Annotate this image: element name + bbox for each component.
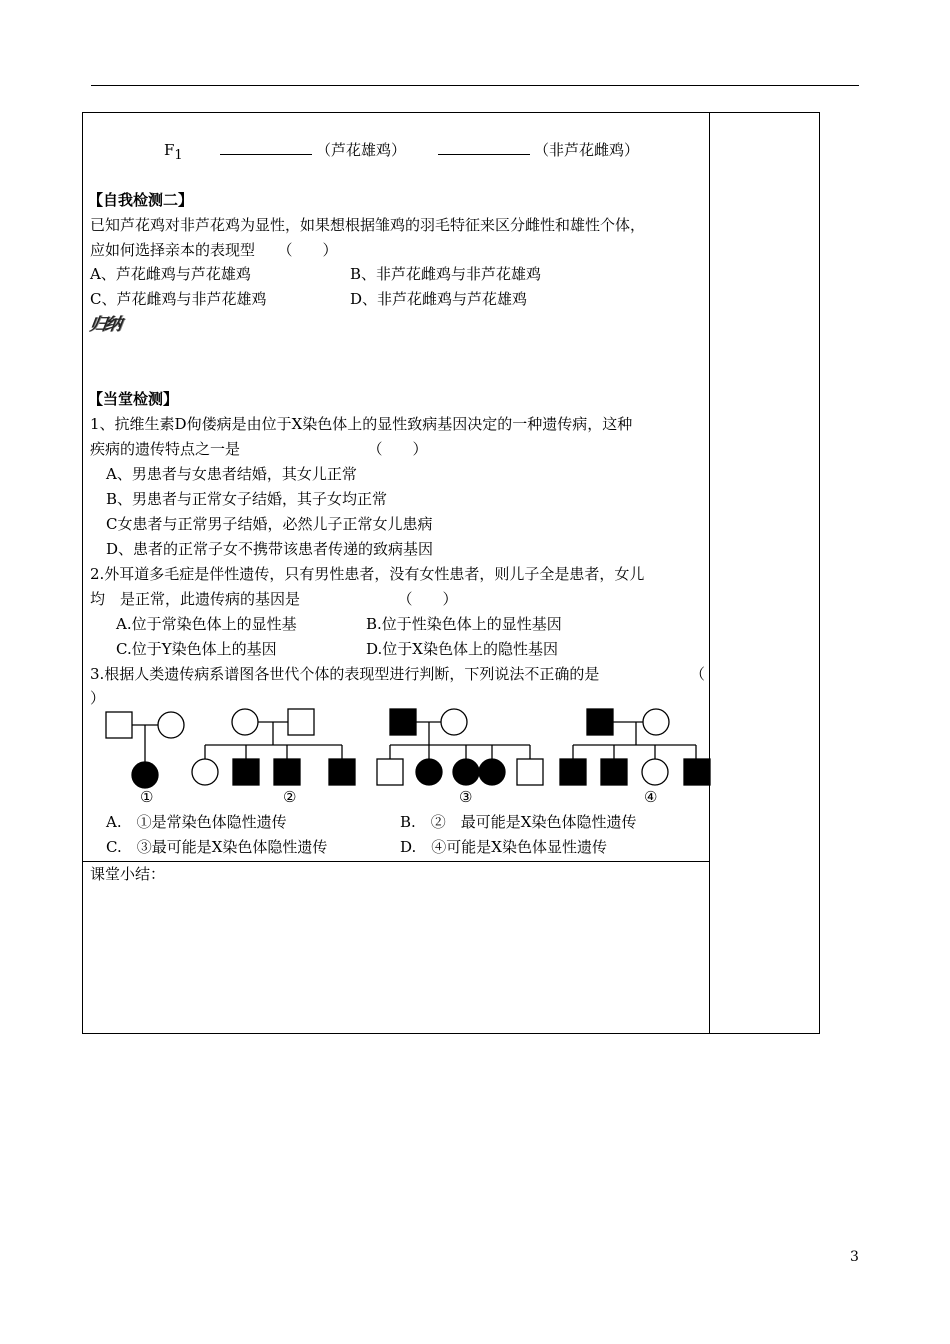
pedigree-male-normal (106, 712, 132, 738)
self-check2-question-line2: 应如何选择亲本的表现型 （ ） (90, 241, 338, 259)
pedigree-male-normal (517, 759, 543, 785)
q1-option-d: D、患者的正常子女不携带该患者传递的致病基因 (106, 540, 434, 558)
self-check2-question-line1: 已知芦花鸡对非芦花鸡为显性，如果想根据雏鸡的羽毛特征来区分雌性和雄性个体， (90, 216, 646, 234)
self-check2-option-c: C、芦花雌鸡与非芦花雄鸡 (90, 290, 267, 308)
pedigree-male-affected (560, 759, 586, 785)
pedigree-male-affected (390, 709, 416, 735)
q2-option-a: A.位于常染色体上的显性基 (116, 615, 297, 633)
pedigree-male-affected (601, 759, 627, 785)
pedigree-label-2: ② (283, 788, 297, 806)
pedigree-female-affected (453, 759, 479, 785)
pedigree-female-normal (643, 709, 669, 735)
self-check2-heading: 【自我检测二】 (88, 191, 194, 209)
pedigree-label-3: ③ (459, 788, 473, 806)
q3-paren-open: （ (690, 665, 706, 683)
pedigree-female-affected (479, 759, 505, 785)
q2-option-b: B.位于性染色体上的显性基因 (366, 615, 562, 633)
self-check2-option-a: A、芦花雌鸡与芦花雄鸡 (90, 265, 251, 283)
class-check-heading: 【当堂检测】 (88, 390, 179, 408)
pedigree-1 (106, 712, 184, 788)
q2-option-d: D.位于X染色体上的隐性基因 (366, 640, 558, 658)
f1-male-answer: （芦花雄鸡） (220, 140, 406, 160)
pedigree-female-normal (232, 709, 258, 735)
q2-line1: 2.外耳道多毛症是伴性遗传，只有男性患者，没有女性患者，则儿子全是患者，女儿 (90, 565, 645, 583)
pedigree-female-normal (441, 709, 467, 735)
pedigree-female-affected (132, 762, 158, 788)
q2-option-c: C.位于Y染色体上的基因 (116, 640, 277, 658)
pedigree-female-affected (416, 759, 442, 785)
q1-option-b: B、男患者与正常女子结婚，其子女均正常 (106, 490, 388, 508)
pedigree-male-affected (587, 709, 613, 735)
self-check2-option-b: B、非芦花雌鸡与非芦花雄鸡 (350, 265, 542, 283)
pedigree-2 (192, 709, 355, 785)
f1-female-answer: （非芦花雌鸡） (438, 140, 639, 160)
pedigree-label-4: ④ (644, 788, 658, 806)
q3-option-b: B. ② 最可能是X染色体隐性遗传 (400, 813, 637, 831)
q1-option-c: C女患者与正常男子结婚，必然儿子正常女儿患病 (106, 515, 433, 533)
f1-label: $F_1$ (164, 141, 183, 163)
pedigree-3 (377, 709, 543, 785)
q3-paren-close: ） (90, 689, 106, 707)
pedigree-male-affected (684, 759, 710, 785)
q2-line2: 均 是正常，此遗传病的基因是 （ ） (90, 590, 458, 608)
pedigree-male-affected (233, 759, 259, 785)
page-number: 3 (850, 1249, 859, 1265)
pedigree-male-affected (329, 759, 355, 785)
q3-line1: 3.根据人类遗传病系谱图各世代个体的表现型进行判断，下列说法不正确的是 (90, 665, 600, 683)
self-check2-option-d: D、非芦花雌鸡与芦花雄鸡 (350, 290, 528, 308)
q3-option-c: C. ③最可能是X染色体隐性遗传 (106, 838, 328, 856)
pedigree-female-normal (158, 712, 184, 738)
q1-line2: 疾病的遗传特点之一是 （ ） (90, 440, 428, 458)
q3-option-d: D. ④可能是X染色体显性遗传 (400, 838, 607, 856)
q3-option-a: A. ①是常染色体隐性遗传 (106, 813, 287, 831)
pedigree-male-affected (274, 759, 300, 785)
pedigree-4 (560, 709, 710, 785)
pedigree-male-normal (377, 759, 403, 785)
q1-option-a: A、男患者与女患者结婚，其女儿正常 (106, 465, 357, 483)
pedigree-label-1: ① (140, 788, 154, 806)
pedigree-female-normal (192, 759, 218, 785)
pedigree-male-normal (288, 709, 314, 735)
summary-heading: 归纳 (88, 315, 122, 335)
q1-line1: 1、抗维生素D佝偻病是由位于X染色体上的显性致病基因决定的一种遗传病，这种 (90, 415, 633, 433)
class-summary-label: 课堂小结： (90, 865, 166, 883)
pedigree-female-normal (642, 759, 668, 785)
